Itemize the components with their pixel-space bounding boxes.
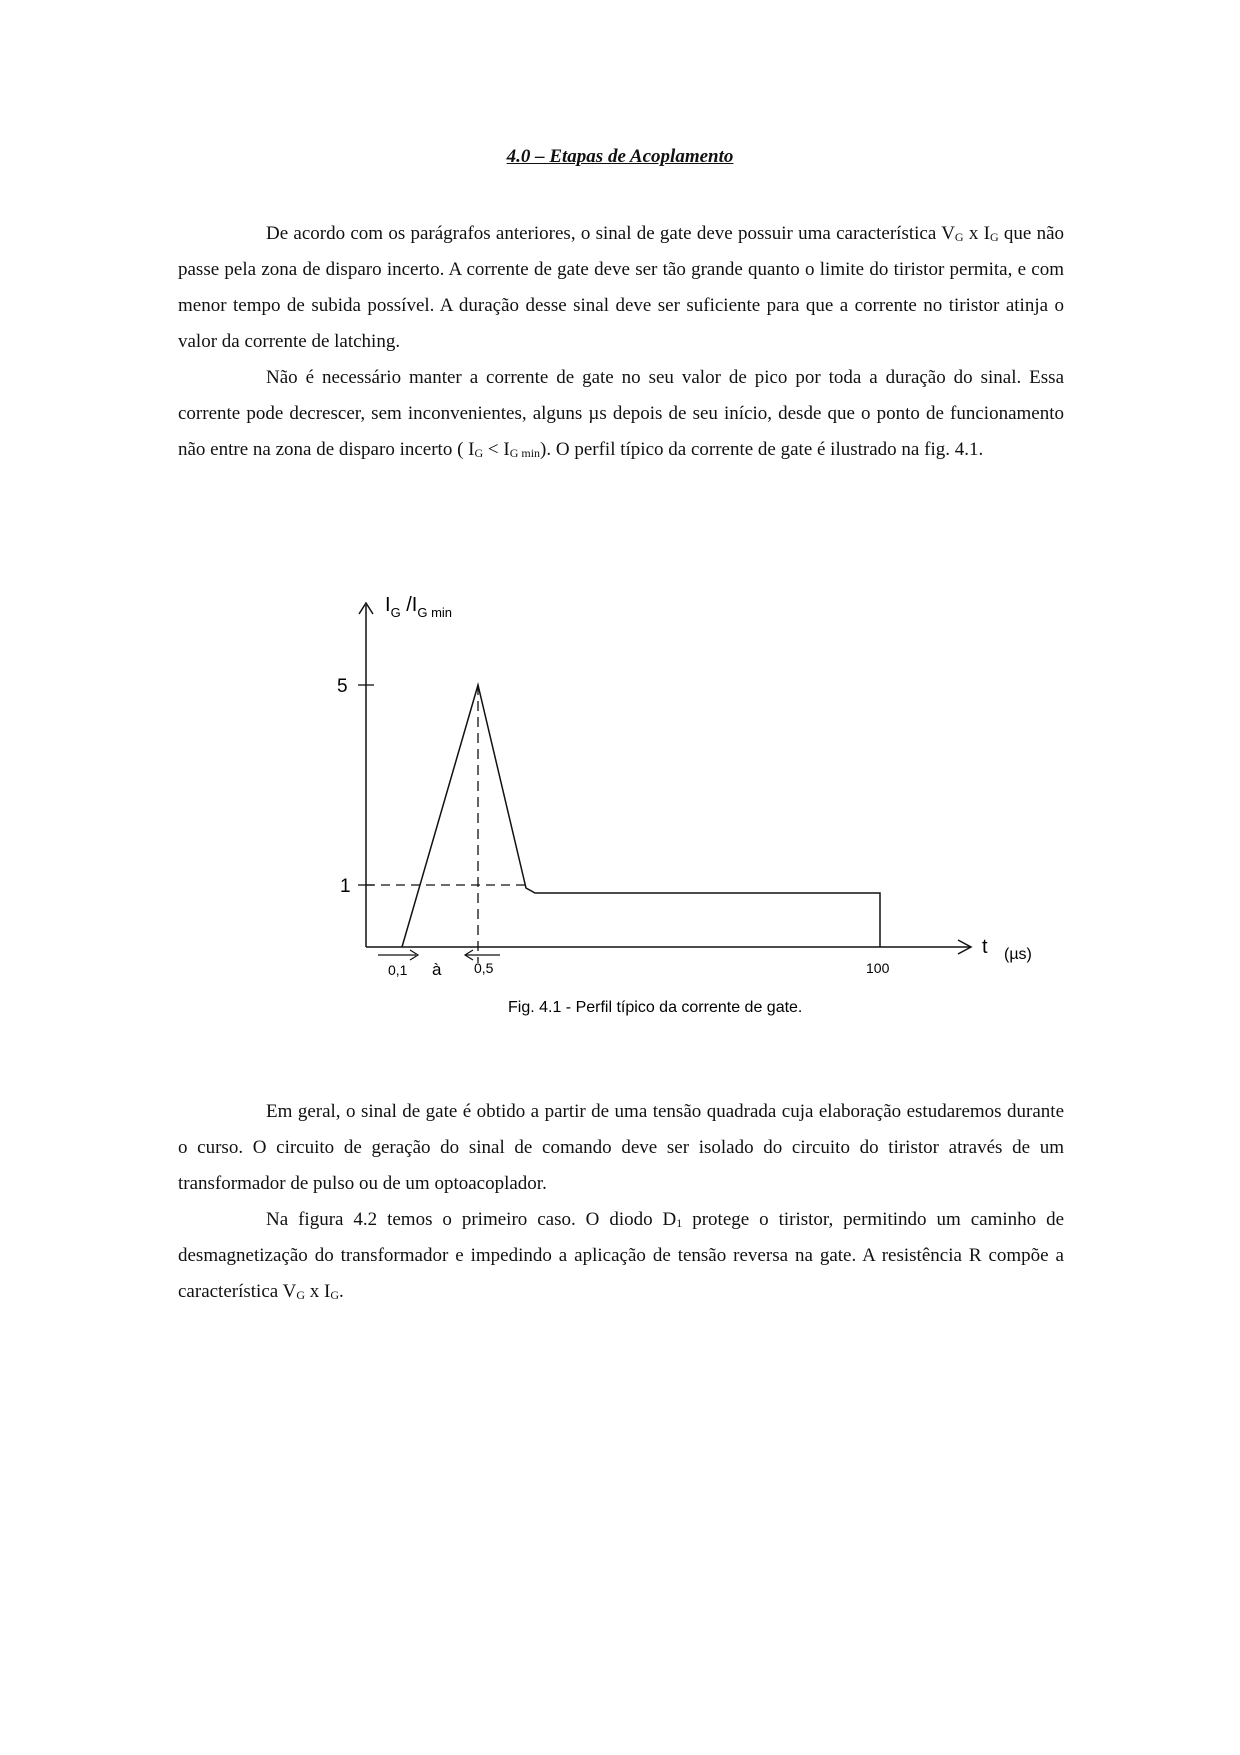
paragraph-1-text-a: De acordo com os parágrafos anteriores, o sinal de gate deve possuir uma característica V <box>266 223 955 244</box>
paragraph-4-sub-c: G <box>330 1288 339 1302</box>
paragraph-2-sub-b: G min <box>509 446 541 460</box>
paragraph-4-text-d: . <box>339 1281 344 1302</box>
gate-current-curve <box>402 685 880 947</box>
paragraph-1-text-c: que não passe pela zona de disparo incerto. A corrente de gate deve ser tão grande quanto o limite do tiristor permita, e com menor tempo de subida possível. A duração desse sinal deve ser suficiente para que a corrente no tiristor atinja o valor da corrente de latching. <box>178 223 1065 352</box>
paragraph-4-sub-b: G <box>296 1288 305 1302</box>
intro-text-block <box>178 216 1064 468</box>
x-axis-label: t <box>982 936 988 958</box>
x-label-peak: 0,5 <box>474 960 494 976</box>
paragraph-2 <box>178 360 1064 468</box>
paragraph-2-text-a: Não é necessário manter a corrente de gate no seu valor de pico por toda a duração do sinal. Essa corrente pode decrescer, sem inconvenientes, alguns µs depois de seu início, desde que o ponto de funcionamento não entre na zona de disparo incerto ( I <box>178 367 1064 460</box>
x-label-end: 100 <box>866 960 890 976</box>
figure-4-1 <box>330 585 1060 1025</box>
x-label-start: 0,1 <box>388 962 408 978</box>
paragraph-4 <box>178 1202 1064 1310</box>
paragraph-2-text-c: ). O perfil típico da corrente de gate é ilustrado na fig. 4.1. <box>540 439 984 460</box>
figure-caption: Fig. 4.1 - Perfil típico da corrente de gate. <box>508 999 803 1016</box>
paragraph-4-text-c: x I <box>305 1281 331 1302</box>
section-title: 4.0 – Etapas de Acoplamento <box>506 146 734 167</box>
paragraph-1-sub-b: G <box>989 230 999 244</box>
paragraph-4-sub-a: 1 <box>676 1216 683 1230</box>
paragraph-2-text-b: < I <box>483 439 510 460</box>
x-axis-unit: (µs) <box>1004 946 1032 963</box>
paragraph-1 <box>178 216 1064 360</box>
y-tick-5-label: 5 <box>337 676 348 697</box>
paragraph-4-text-b: protege o tiristor, permitindo um caminho de desmagnetização do transformador e impedindo a aplicação de tensão reversa na gate. A resistência R compõe a característica V <box>178 1209 1065 1302</box>
y-tick-1-label: 1 <box>340 876 351 897</box>
paragraph-1-text-b: x I <box>963 223 990 244</box>
gate-current-profile-diagram <box>330 585 1060 1025</box>
paragraph-1-sub-a: G <box>954 230 964 244</box>
paragraph-4-text-a: Na figura 4.2 temos o primeiro caso. O diodo D <box>266 1209 677 1230</box>
paragraph-3 <box>178 1094 1064 1202</box>
paragraph-2-sub-a: G <box>474 446 484 460</box>
y-axis-label: $I_G$ $/I_{G min}$ <box>385 594 453 620</box>
closing-text-block <box>178 1094 1064 1310</box>
paragraph-3-text: Em geral, o sinal de gate é obtido a partir de uma tensão quadrada cuja elaboração estudaremos durante o curso. O circuito de geração do sinal de comando deve ser isolado do circuito do tiristor através de um transformador de pulso ou de um optoacoplador. <box>178 1101 1064 1194</box>
x-label-mid: à <box>432 960 442 979</box>
